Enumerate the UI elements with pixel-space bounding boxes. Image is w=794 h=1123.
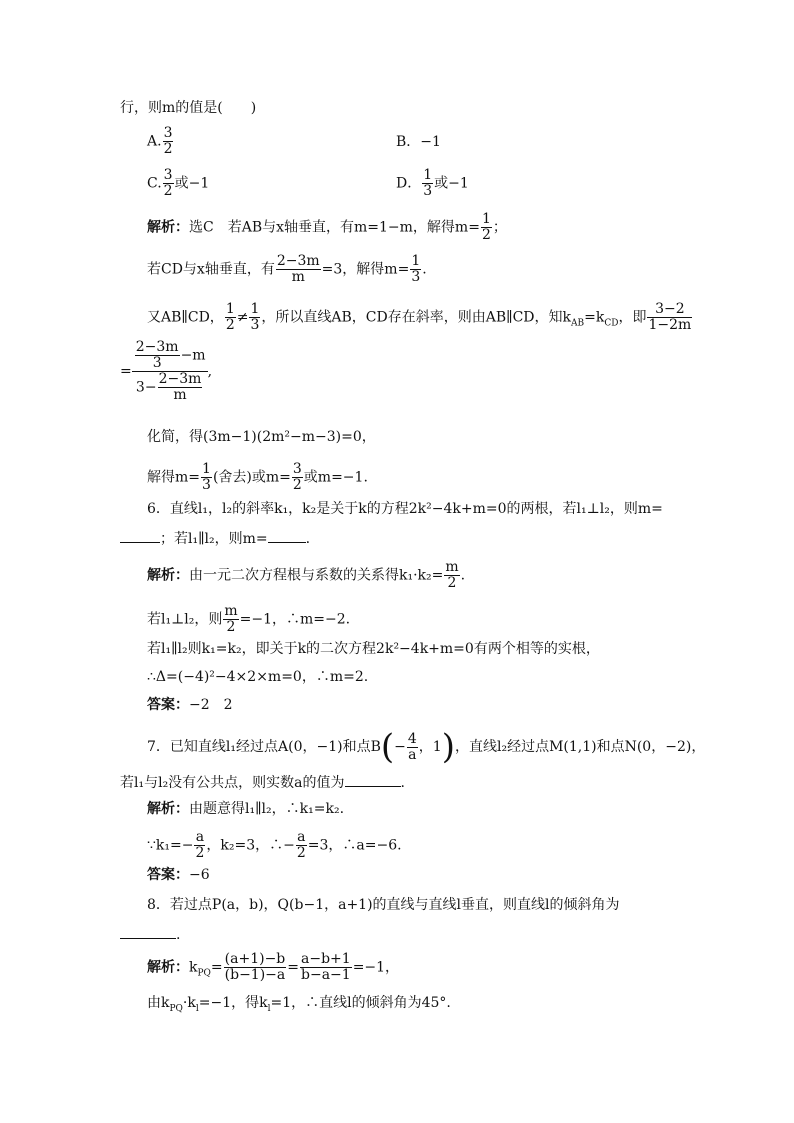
q6-stem-line-2: ；若l₁∥l₂，则m= . (120, 528, 310, 548)
q5-option-b: B．−1 (396, 134, 441, 150)
q5-compound-fraction: = $\frac{2-3m}{3}$ −m 3− $\frac{2-3m}{m}$ , (120, 339, 213, 403)
q7-solution-line-2: ∵k₁=− $\frac{a}{2}$ ，k₂=3，∴− $\frac{a}{2}$ =3，∴a=−6. (147, 829, 402, 861)
q6-solution-line-3: 若l₁∥l₂则k₁=k₂，即关于k的二次方程2k²−4k+m=0有两个相等的实根， (147, 641, 600, 657)
q6-stem-line-1: 6．直线l₁，l₂的斜率k₁，k₂是关于k的方程2k²−4k+m=0的两根，若l₁⊥l₂，则m= (147, 501, 663, 517)
q8-blank[interactable] (120, 924, 176, 939)
q8-solution-line-2: 由$k_{PQ}\cdot k_l=-1$，得$k_l=1$，∴直线l的倾斜角为45°. (147, 995, 451, 1014)
q6-answer: 答案：−2 2 (147, 697, 233, 713)
q5-option-a: A. $\frac{3}{2}$ (147, 125, 173, 157)
q6-blank-2[interactable] (268, 528, 306, 543)
q8-stem-line-2: . (120, 924, 180, 944)
q6-solution-line-4: ∴Δ=(−4)²−4×2×m=0，∴m=2. (147, 669, 369, 685)
q5-solution-line-3: 又AB∥CD， $\frac{1}{2}$ ≠ $\frac{1}{3}$ ，所以直线AB，CD存在斜率，则由AB∥CD，知$k_{AB}=k_{CD}$，即 $\frac{3-2}{1-2m}$ (147, 301, 692, 333)
q7-answer: 答案：−6 (147, 867, 210, 883)
q5-solution-line-5: 化简，得(3m−1)(2m²−m−3)=0， (147, 429, 376, 445)
q5-solution-line-2: 若CD与x轴垂直，有 $\frac{2-3m}{m}$ =3，解得m= $\frac{1}{3}$ . (147, 253, 427, 285)
q5-solution-line-1: 解析：选C 若AB与x轴垂直，有m=1−m，解得m= $\frac{1}{2}$ ； (147, 211, 507, 243)
q5-stem-tail: 行，则m的值是( ) (120, 100, 257, 116)
q7-stem-line-2: 若l₁与l₂没有公共点，则实数a的值为 . (120, 772, 405, 792)
q6-blank-1[interactable] (120, 528, 160, 543)
q5-option-c: C. $\frac{3}{2}$ 或−1 (147, 167, 210, 199)
q7-blank[interactable] (345, 772, 401, 787)
q5-option-d: D． $\frac{1}{3}$ 或−1 (396, 167, 469, 199)
q5-solution-line-6: 解得m= $\frac{1}{3}$ (舍去)或m= $\frac{3}{2}$ 或m=−1. (147, 461, 368, 493)
q6-solution-line-1: 解析：由一元二次方程根与系数的关系得k₁·k₂= $\frac{m}{2}$ . (147, 559, 466, 591)
q7-solution-line-1: 解析：由题意得l₁∥l₂，∴k₁=k₂. (147, 801, 345, 817)
q8-solution-line-1: 解析：$k_{PQ}=$ $\frac{(a+1)-b}{(b-1)-a}$ = $\frac{a-b+1}{b-a-1}$ =−1， (147, 951, 400, 983)
q7-stem-line-1: 7．已知直线l₁经过点A(0，−1)和点B(− $\frac{4}{a}$ ，1)，直线l₂经过点M(1,1)和点N(0，−2)， (147, 727, 706, 767)
q6-solution-line-2: 若l₁⊥l₂，则 $\frac{m}{2}$ =−1，∴m=−2. (147, 603, 351, 635)
q8-stem-line-1: 8．若过点P(a，b)，Q(b−1，a+1)的直线与直线l垂直，则直线l的倾斜角为 (147, 897, 620, 913)
